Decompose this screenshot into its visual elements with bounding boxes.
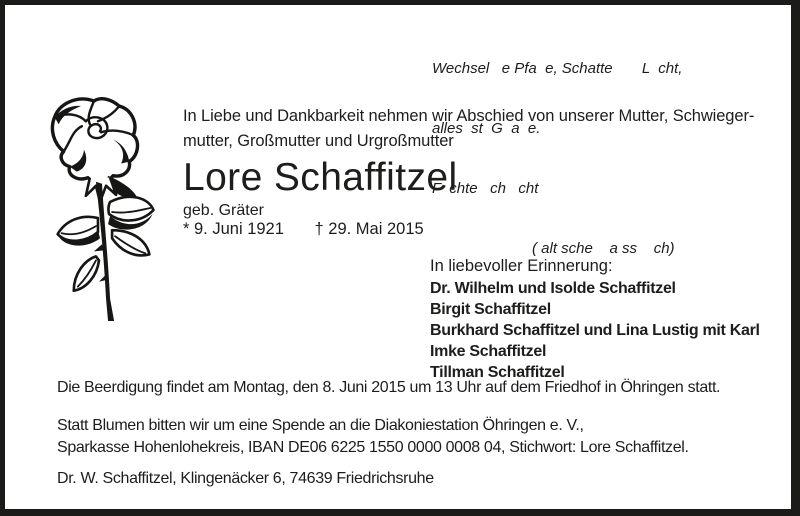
mourners-list — [430, 278, 760, 383]
intro-paragraph — [183, 104, 754, 154]
verse-line: alles st G a e. — [432, 120, 541, 137]
verse-line: F chte ch cht — [432, 180, 539, 197]
intro-line: mutter, Großmutter und Urgroßmutter — [183, 132, 454, 150]
donation-line: Sparkasse Hohenlohekreis, IBAN DE06 6225 1550 0000 0008 04, Stichwort: Lore Schaffitzel. — [57, 439, 689, 456]
mourner-name: Imke Schaffitzel — [430, 343, 547, 360]
mourner-name: Burkhard Schaffitzel und Lina Lustig mit Karl — [430, 322, 760, 339]
birth-date: * 9. Juni 1921 — [183, 220, 284, 238]
rose-icon — [45, 97, 159, 325]
intro-line: In Liebe und Dankbarkeit nehmen wir Abschied von unserer Mutter, Schwieger- — [183, 107, 755, 125]
mourner-name: Birgit Schaffitzel — [430, 301, 551, 318]
deceased-name: Lore Schaffitzel — [183, 156, 458, 199]
contact-address: Dr. W. Schaffitzel, Klingenäcker 6, 74639 Friedrichsruhe — [57, 470, 434, 487]
verse-attribution: ( alt sche a ss ch) — [532, 240, 675, 257]
donation-line: Statt Blumen bitten wir um eine Spende an die Diakoniestation Öhringen e. V., — [57, 417, 584, 434]
death-date: † 29. Mai 2015 — [314, 220, 424, 238]
funeral-announcement: Die Beerdigung findet am Montag, den 8. Juni 2015 um 13 Uhr auf dem Friedhof in Öhringen statt. — [57, 379, 721, 396]
verse-line: Wechsel e Pfa e, Schatte L cht, — [432, 60, 683, 77]
donation-request — [57, 415, 689, 459]
remembrance-heading: In liebevoller Erinnerung: — [430, 257, 613, 275]
life-dates — [183, 219, 424, 240]
mourner-name: Tillman Schaffitzel — [430, 364, 565, 381]
birth-name: geb. Gräter — [183, 202, 264, 219]
mourner-name: Dr. Wilhelm und Isolde Schaffitzel — [430, 280, 676, 297]
